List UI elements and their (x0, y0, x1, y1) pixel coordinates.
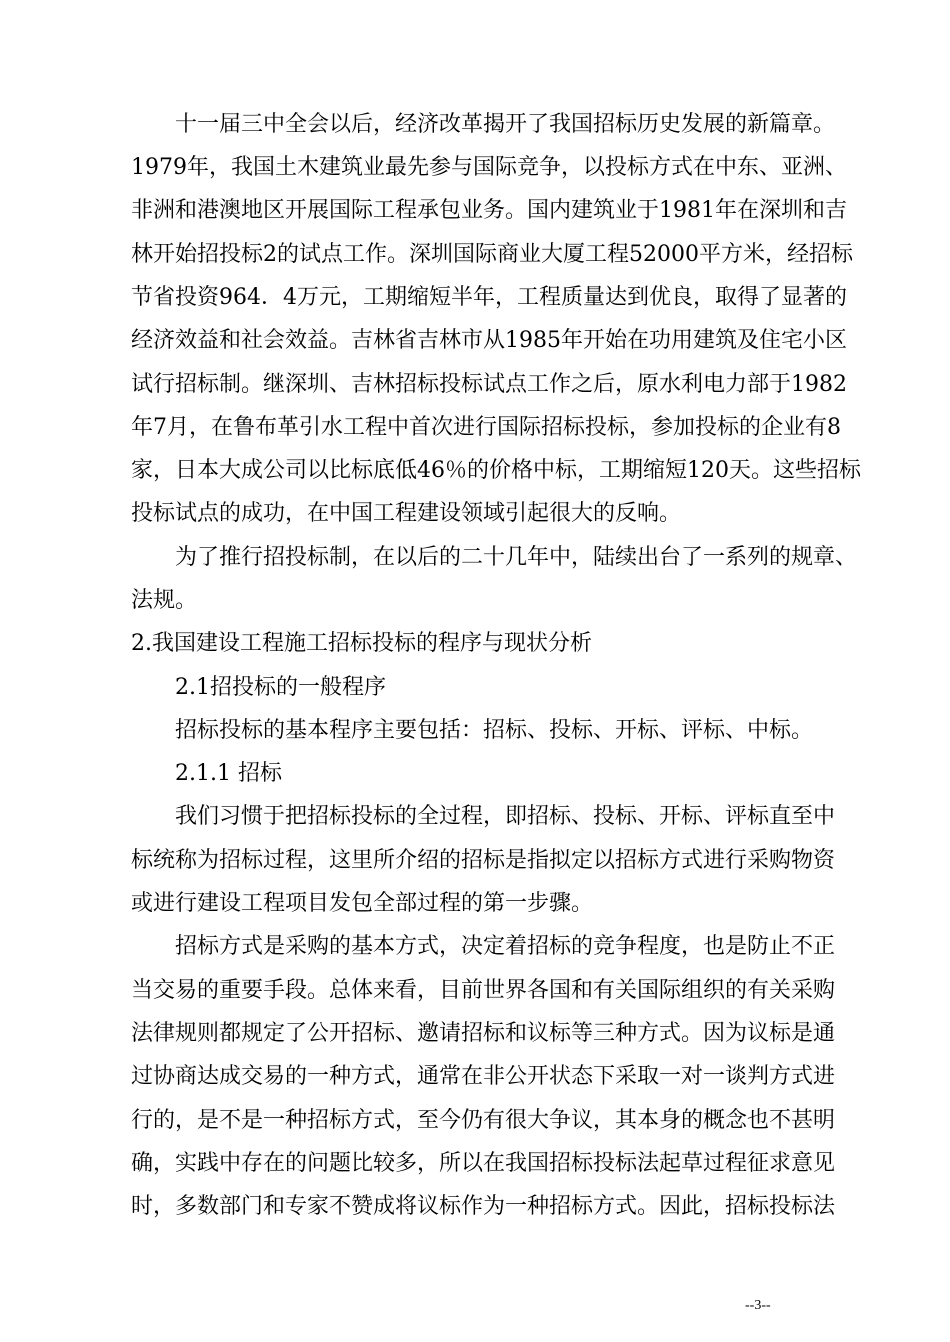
line-text: 当交易的重要手段。总体来看，目前世界各国和有关国际组织的有关采购 (131, 978, 836, 1003)
text-line (0, 456, 950, 486)
line-text: 法律规则都规定了公开招标、邀请招标和议标等三种方式。因为议标是通 (131, 1021, 836, 1046)
text-line (0, 413, 950, 443)
subsection-heading (0, 673, 950, 703)
text-line (0, 1106, 950, 1136)
heading-text: 2.1.1 招标 (175, 761, 282, 786)
text-line (0, 586, 950, 616)
line-text: 标统称为招标过程，这里所介绍的招标是指拟定以招标方式进行采购物资 (131, 848, 836, 873)
line-text: 过协商达成交易的一种方式，通常在非公开状态下采取一对一谈判方式进 (131, 1064, 836, 1089)
text-line (0, 1149, 950, 1179)
line-text: 经济效益和社会效益。吉林省吉林市从1985年开始在功用建筑及住宅小区 (131, 328, 847, 353)
line-text: 试行招标制。继深圳、吉林招标投标试点工作之后，原水利电力部于1982 (131, 372, 847, 397)
line-text: 十一届三中全会以后，经济改革揭开了我国招标历史发展的新篇章。 (175, 112, 836, 137)
text-line (0, 326, 950, 356)
page-number: --3-- (745, 1298, 771, 1313)
text-line (0, 716, 950, 746)
line-text: 时，多数部门和专家不赞成将议标作为一种招标方式。因此，招标投标法 (131, 1194, 836, 1219)
line-text: 林开始招投标2的试点工作。深圳国际商业大厦工程52000平方米，经招标 (131, 242, 853, 267)
line-text: 节省投资964．4万元，工期缩短半年，工程质量达到优良，取得了显著的 (131, 285, 847, 310)
text-line (0, 1192, 950, 1222)
line-text: 法规。 (131, 588, 198, 613)
text-line (0, 283, 950, 313)
text-line (0, 1019, 950, 1049)
line-text: 家，日本大成公司以比标底低46％的价格中标，工期缩短120天。这些招标 (131, 458, 861, 483)
text-line (0, 976, 950, 1006)
line-text: 招标方式是采购的基本方式，决定着招标的竞争程度，也是防止不正 (175, 934, 836, 959)
text-line (0, 370, 950, 400)
subsection-heading (0, 759, 950, 789)
text-line (0, 499, 950, 529)
text-line (0, 240, 950, 270)
text-line (0, 846, 950, 876)
text-line (0, 802, 950, 832)
heading-text: 2.1招投标的一般程序 (175, 675, 386, 700)
line-text: 非洲和港澳地区开展国际工程承包业务。国内建筑业于1981年在深圳和吉 (131, 198, 847, 223)
text-line (0, 889, 950, 919)
line-text: 招标投标的基本程序主要包括：招标、投标、开标、评标、中标。 (175, 718, 814, 743)
line-text: 投标试点的成功，在中国工程建设领域引起很大的反响。 (131, 501, 682, 526)
heading-text: 2.我国建设工程施工招标投标的程序与现状分析 (131, 631, 592, 656)
text-line (0, 543, 950, 573)
line-text: 确，实践中存在的问题比较多，所以在我国招标投标法起草过程征求意见 (131, 1151, 836, 1176)
line-text: 行的，是不是一种招标方式，至今仍有很大争议，其本身的概念也不甚明 (131, 1108, 836, 1133)
line-text: 或进行建设工程项目发包全部过程的第一步骤。 (131, 891, 594, 916)
line-text: 为了推行招投标制，在以后的二十几年中，陆续出台了一系列的规章、 (175, 545, 858, 570)
line-text: 1979年，我国土木建筑业最先参与国际竞争，以投标方式在中东、亚洲、 (131, 155, 847, 180)
section-heading (0, 629, 950, 659)
text-line (0, 1062, 950, 1092)
line-text: 我们习惯于把招标投标的全过程，即招标、投标、开标、评标直至中 (175, 804, 836, 829)
text-line (0, 932, 950, 962)
text-line (0, 110, 950, 140)
text-line (0, 196, 950, 226)
line-text: 年7月，在鲁布革引水工程中首次进行国际招标投标，参加投标的企业有8 (131, 415, 841, 440)
text-line (0, 153, 950, 183)
